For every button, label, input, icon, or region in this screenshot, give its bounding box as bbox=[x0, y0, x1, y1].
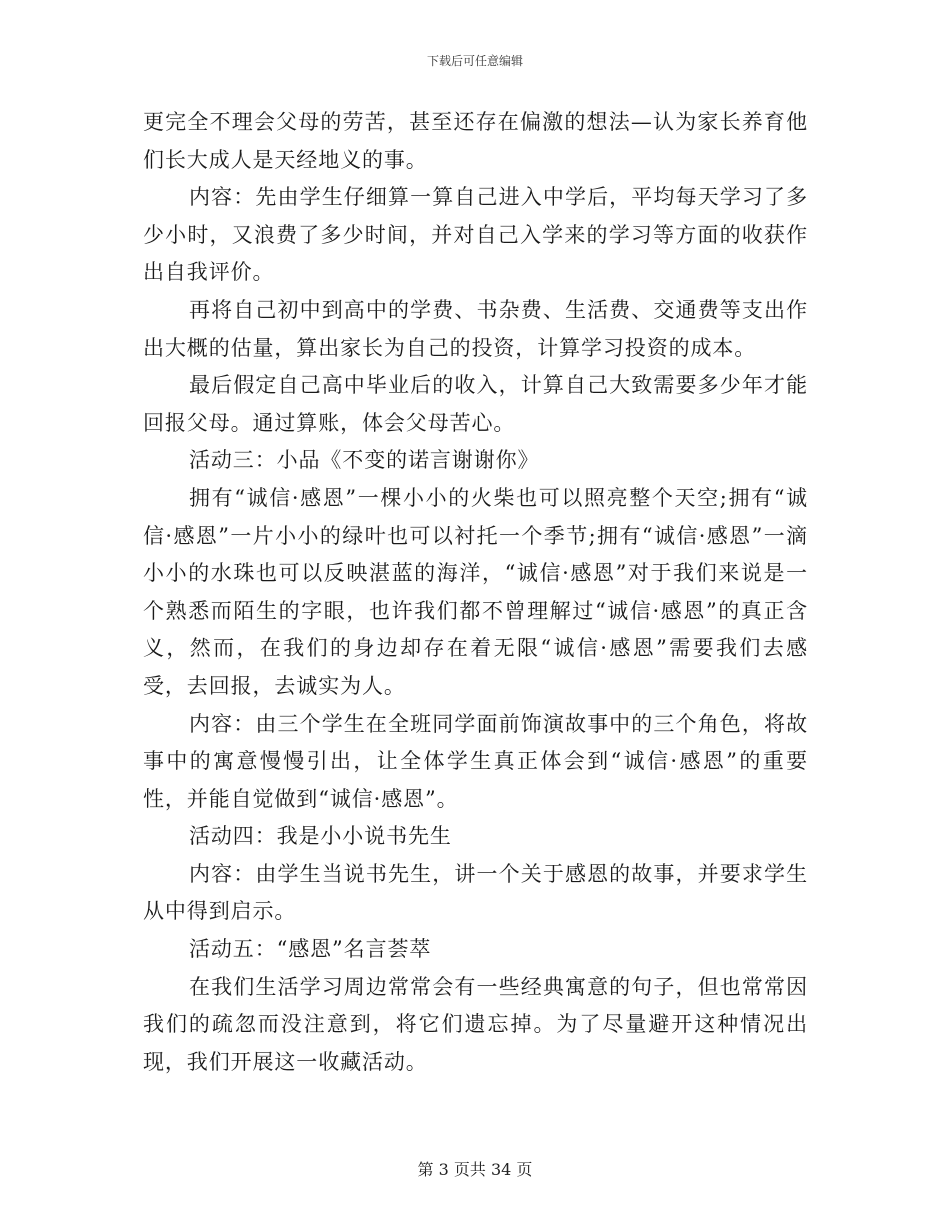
document-body bbox=[143, 104, 808, 1081]
paragraph: 再将自己初中到高中的学费、书杂费、生活费、交通费等支出作出大概的估量，算出家长为自己的投资，计算学习投资的成本。 bbox=[143, 297, 808, 360]
activity-heading: 活动五：“感恩”名言荟萃 bbox=[189, 937, 432, 962]
paragraph: 内容：由三个学生在全班同学面前饰演故事中的三个角色，将故事中的寓意慢慢引出，让全体学生真正体会到“诚信·感恩”的重要性，并能自觉做到“诚信·感恩”。 bbox=[143, 711, 808, 811]
activity-heading: 活动三：小品《不变的诺言谢谢你》 bbox=[189, 448, 540, 473]
paragraph: 在我们生活学习周边常常会有一些经典寓意的句子，但也常常因我们的疏忽而没注意到，将它们遗忘掉。为了尽量避开这种情况出现，我们开展这一收藏活动。 bbox=[143, 974, 808, 1074]
paragraph: 更完全不理会父母的劳苦，甚至还存在偏激的想法—认为家长养育他们长大成人是天经地义的事。 bbox=[143, 110, 808, 172]
activity-heading: 活动四：我是小小说书先生 bbox=[189, 824, 452, 849]
paragraph: 最后假定自己高中毕业后的收入，计算自己大致需要多少年才能回报父母。通过算账，体会父母苦心。 bbox=[143, 373, 808, 435]
paragraph: 拥有“诚信·感恩”一棵小小的火柴也可以照亮整个天空;拥有“诚信·感恩”一片小小的绿叶也可以衬托一个季节;拥有“诚信·感恩”一滴小小的水珠也可以反映湛蓝的海洋，“诚信·感恩”对于我们来说是一个熟悉而陌生的字眼，也许我们都不曾理解过“诚信·感恩”的真正含义，然而，在我们的身边却存在着无限“诚信·感恩”需要我们去感受，去回报，去诚实为人。 bbox=[143, 485, 808, 698]
paragraph: 内容：先由学生仔细算一算自己进入中学后，平均每天学习了多少小时，又浪费了多少时间，并对自己入学来的学习等方面的收获作出自我评价。 bbox=[143, 185, 808, 285]
page-header: 下载后可任意编辑 bbox=[426, 54, 523, 68]
page-footer: 第 3 页共 34 页 bbox=[417, 1160, 533, 1179]
paragraph: 内容：由学生当说书先生，讲一个关于感恩的故事，并要求学生从中得到启示。 bbox=[143, 861, 808, 924]
